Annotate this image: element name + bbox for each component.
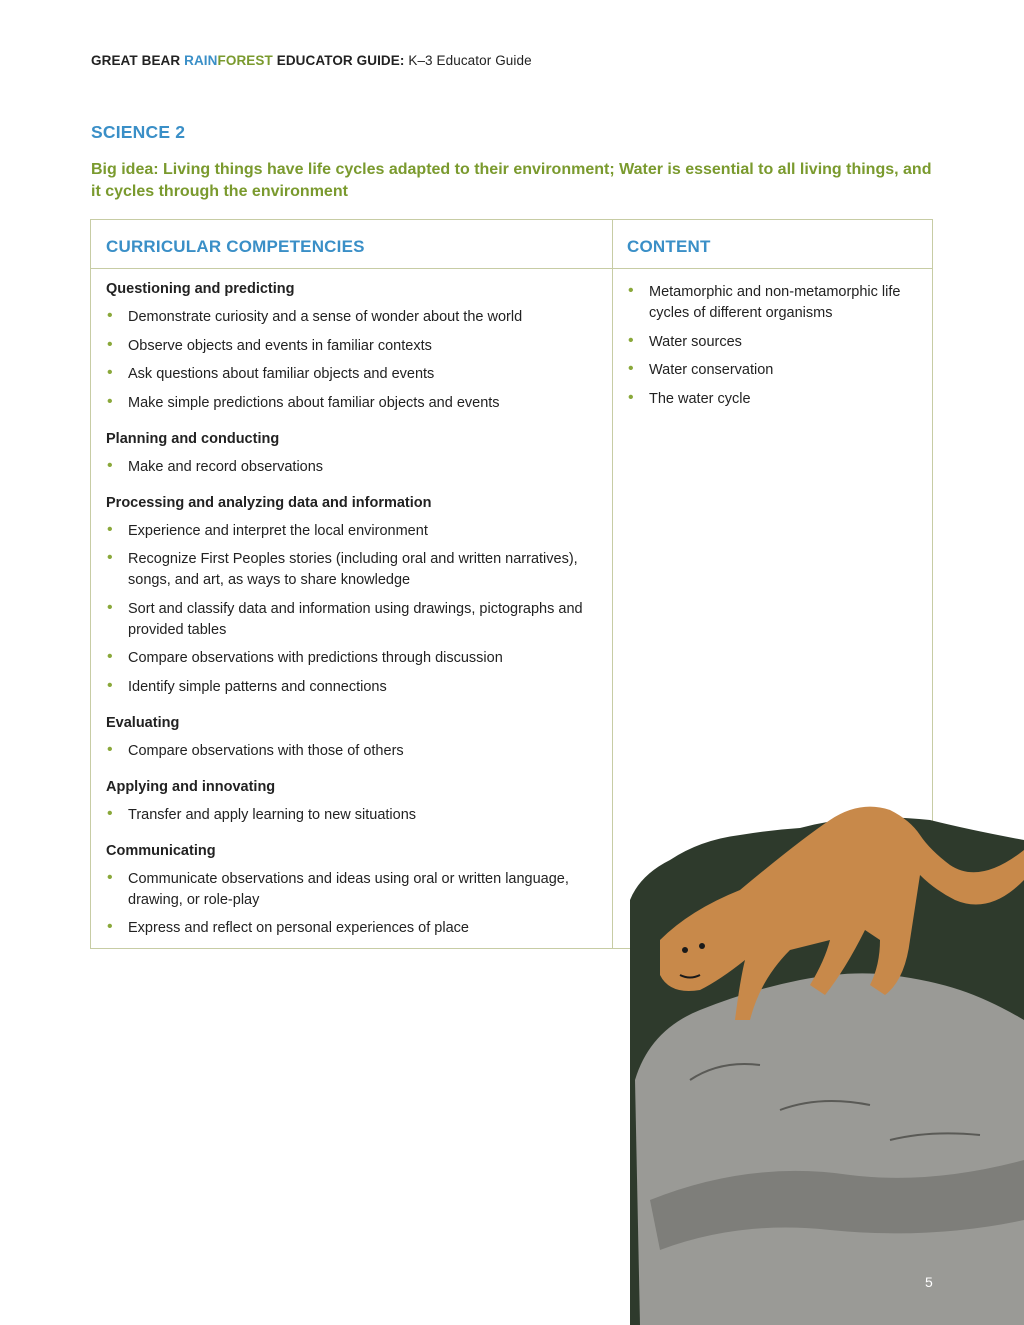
competency-item	[106, 918, 601, 939]
section-title: SCIENCE 2	[91, 122, 186, 142]
bullet-icon: •	[628, 282, 634, 299]
bullet-icon: •	[107, 676, 113, 694]
bullet-icon: •	[107, 364, 113, 381]
bullet-icon: •	[107, 392, 113, 410]
bullet-icon: •	[107, 740, 113, 758]
bullet-icon: •	[107, 520, 113, 538]
grey-rock-shape	[635, 973, 1024, 1325]
content-item	[627, 282, 927, 324]
competency-group	[106, 713, 601, 762]
competency-item	[106, 869, 601, 911]
competency-list	[106, 521, 601, 698]
competency-list	[106, 307, 601, 414]
competency-group-title: Evaluating	[106, 714, 180, 731]
competency-item-text: Transfer and apply learning to new situations	[128, 806, 417, 823]
competency-list	[106, 741, 601, 762]
curricular-competencies-header: CURRICULAR COMPETENCIES	[106, 237, 365, 256]
competency-item	[106, 599, 601, 641]
competency-item-text: Express and reflect on personal experiences of place	[128, 920, 469, 936]
content-item-text: Water sources	[649, 333, 742, 350]
header-forest: FOREST	[217, 53, 273, 68]
cougar-on-rock-illustration	[630, 780, 1024, 1325]
bullet-icon: •	[107, 598, 113, 616]
bullet-icon: •	[628, 360, 634, 377]
competency-item-text: Demonstrate curiosity and a sense of wonder about the world	[128, 309, 523, 325]
bullet-icon: •	[628, 331, 634, 349]
header-educator-guide: EDUCATOR GUIDE:	[272, 53, 405, 68]
competency-item	[106, 457, 601, 478]
competency-item	[106, 805, 601, 826]
bullet-icon: •	[107, 456, 113, 474]
content-item	[627, 389, 927, 410]
competency-item-text: Make simple predictions about familiar objects and events	[128, 394, 500, 411]
header-rain: RAIN	[184, 53, 218, 68]
competency-item-text: Identify simple patterns and connections	[128, 678, 387, 695]
competency-item	[106, 336, 601, 357]
competency-item-text: Experience and interpret the local environment	[128, 522, 428, 539]
bullet-icon: •	[107, 868, 113, 886]
competency-group	[106, 777, 601, 826]
content-column	[627, 282, 927, 417]
competency-list	[106, 457, 601, 478]
competency-item	[106, 549, 601, 591]
competency-item-text: Make and record observations	[128, 458, 324, 475]
competency-group	[106, 279, 601, 414]
competency-list	[106, 869, 601, 940]
bullet-icon: •	[628, 388, 634, 406]
competency-item-text: Ask questions about familiar objects and events	[128, 366, 435, 382]
competency-group-title: Communicating	[106, 842, 216, 859]
content-item-text: Water conservation	[649, 362, 774, 378]
page-number: 5	[925, 1274, 933, 1290]
competency-group	[106, 841, 601, 940]
running-header	[91, 53, 532, 68]
competency-list	[106, 805, 601, 826]
competency-item	[106, 307, 601, 328]
bullet-icon: •	[107, 648, 113, 665]
column-divider	[612, 220, 613, 948]
bullet-icon: •	[107, 804, 113, 822]
content-item-text: Metamorphic and non-metamorphic life cycles of different organisms	[649, 284, 901, 321]
competency-group	[106, 429, 601, 478]
content-item	[627, 332, 927, 353]
competency-item	[106, 364, 601, 385]
competency-item-text: Observe objects and events in familiar contexts	[128, 337, 432, 354]
bullet-icon: •	[107, 335, 113, 353]
competency-item	[106, 741, 601, 762]
content-list	[627, 282, 927, 410]
bullet-icon: •	[107, 549, 113, 566]
big-idea: Big idea: Living things have life cycles adapted to their environment; Water is essential to all living things, and it cycles through the environment	[91, 161, 932, 200]
cougar-eye	[699, 943, 705, 949]
bullet-icon: •	[107, 918, 113, 935]
competency-group-title: Questioning and predicting	[106, 281, 295, 297]
competency-item	[106, 677, 601, 698]
competency-item	[106, 393, 601, 414]
competency-item	[106, 521, 601, 542]
bullet-icon: •	[107, 307, 113, 324]
competency-item-text: Communicate observations and ideas using oral or written language, drawing, or role-play	[128, 870, 569, 908]
competency-item-text: Compare observations with predictions through discussion	[128, 650, 503, 666]
competency-group-title: Planning and conducting	[106, 430, 280, 447]
competency-item-text: Compare observations with those of others	[128, 742, 404, 759]
cougar-eye	[682, 947, 688, 953]
content-item	[627, 360, 927, 381]
competency-item-text: Sort and classify data and information using drawings, pictographs and provided tables	[128, 600, 583, 638]
competency-item-text: Recognize First Peoples stories (including oral and written narratives), songs, and art, as ways to share knowledge	[128, 551, 578, 588]
content-header: CONTENT	[627, 237, 711, 256]
competency-group	[106, 493, 601, 698]
header-divider	[91, 268, 932, 269]
content-item-text: The water cycle	[649, 390, 751, 407]
competency-group-title: Applying and innovating	[106, 778, 276, 795]
competency-item	[106, 648, 601, 669]
competencies-column	[106, 279, 601, 954]
header-great-bear: GREAT BEAR	[91, 53, 185, 68]
header-subtitle: K–3 Educator Guide	[404, 53, 532, 68]
competency-group-title: Processing and analyzing data and information	[106, 494, 432, 511]
